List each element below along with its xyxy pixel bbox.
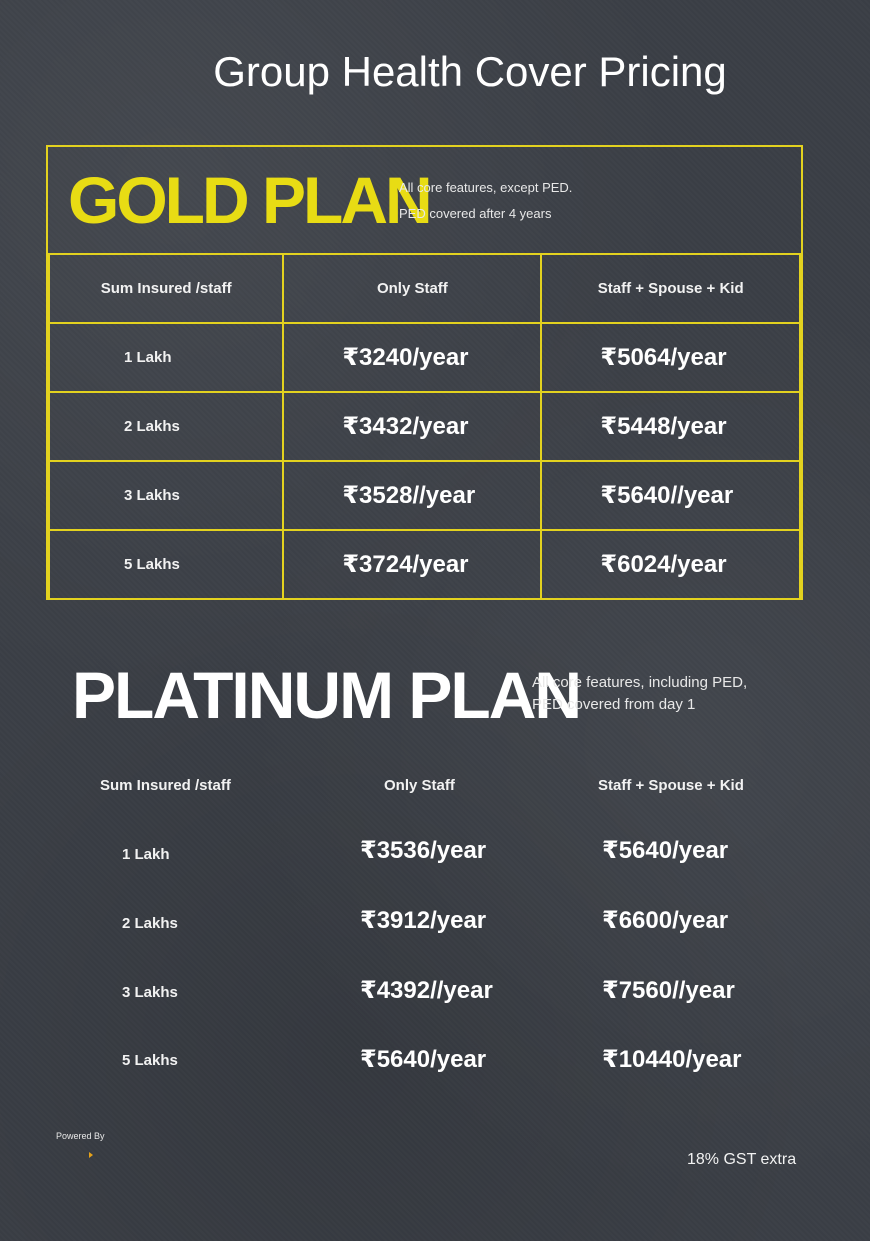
table-row [49,392,800,461]
gold-price-family: ₹6024/year [541,530,800,599]
platinum-price-family: ₹6600/year [602,907,729,934]
gold-sum-insured: 1 Lakh [49,323,283,392]
gold-header-sum-insured: Sum Insured /staff [49,254,283,323]
gold-header-row [49,254,800,323]
gold-price-only-staff: ₹3528//year [283,461,541,530]
gold-price-grid [48,253,801,600]
platinum-sum-insured: 1 Lakh [122,846,170,863]
platinum-desc-line-2: PED covered from day 1 [532,696,696,713]
platinum-sum-insured: 5 Lakhs [122,1052,178,1069]
platinum-price-only-staff: ₹4392//year [360,977,493,1004]
gold-desc-line-2: PED covered after 4 years [399,206,552,221]
platinum-header-only-staff: Only Staff [384,777,455,794]
gold-price-only-staff: ₹3432/year [283,392,541,461]
gold-desc-line-1: All core features, except PED. [399,180,573,195]
gold-plan-description [399,175,572,227]
platinum-plan-description [532,672,747,716]
platinum-header-family: Staff + Spouse + Kid [598,777,744,794]
gold-header-only-staff: Only Staff [283,254,541,323]
gold-plan-header [48,147,801,255]
gold-sum-insured: 2 Lakhs [49,392,283,461]
gold-header-family: Staff + Spouse + Kid [541,254,800,323]
logo-mark-icon [89,1152,93,1158]
gold-plan-title: GOLD PLAN [68,163,430,237]
page-title: Group Health Cover Pricing [213,48,727,95]
platinum-price-only-staff: ₹5640/year [360,1046,487,1073]
platinum-price-family: ₹5640/year [602,837,729,864]
gold-sum-insured: 5 Lakhs [49,530,283,599]
platinum-header-sum-insured: Sum Insured /staff [100,777,231,794]
page-right-edge [870,0,874,1241]
table-row [49,323,800,392]
platinum-sum-insured: 3 Lakhs [122,984,178,1001]
platinum-sum-insured: 2 Lakhs [122,915,178,932]
gold-price-only-staff: ₹3240/year [283,323,541,392]
platinum-plan-title: PLATINUM PLAN [72,658,581,732]
gold-price-only-staff: ₹3724/year [283,530,541,599]
platinum-price-only-staff: ₹3912/year [360,907,487,934]
table-row [49,461,800,530]
platinum-price-family: ₹7560//year [602,977,735,1004]
platinum-price-only-staff: ₹3536/year [360,837,487,864]
platinum-price-family: ₹10440/year [602,1046,742,1073]
gold-price-family: ₹5064/year [541,323,800,392]
powered-by-label: Powered By [56,1131,105,1141]
gold-price-family: ₹5448/year [541,392,800,461]
gold-plan-table [46,145,803,600]
platinum-desc-line-1: All core features, including PED, [532,674,748,691]
gold-sum-insured: 3 Lakhs [49,461,283,530]
gold-price-family: ₹5640//year [541,461,800,530]
table-row [49,530,800,599]
gst-note: 18% GST extra [687,1151,797,1168]
